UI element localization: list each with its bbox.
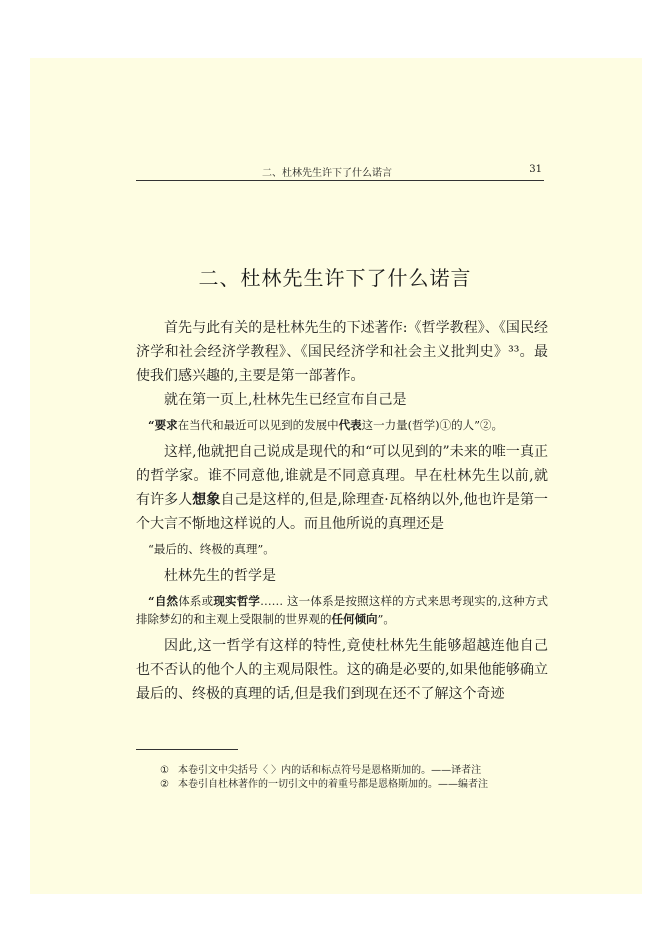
paragraph-5: 因此,这一哲学有这样的特性,竟使杜林先生能够超越连他自己也不否认的他个人的主观局限性。这的确是必要的,如果他能够确立最后的、终极的真理的话,但是我们到现在还不了解这个奇迹: [136, 638, 548, 702]
page-number: 31: [529, 164, 542, 175]
quote-emphasis: “要求: [148, 418, 178, 432]
body-text: [136, 316, 548, 706]
paragraph-3: [136, 440, 548, 536]
quote-text: ”。: [377, 612, 395, 626]
footnote-text: 本卷引自杜林著作的一切引文中的着重号都是恩格斯加的。——编者注: [178, 779, 488, 790]
paragraph-text: 这样,他就把自己说成是现代的和“可以见到的”未来的唯一真正的哲学家。谁不同意他,谁就是不同意真理。早在杜林先生以前,就有许多人: [136, 444, 548, 508]
paragraph-emphasis: 想象: [192, 492, 221, 508]
chapter-title: 二、杜林先生许下了什么诺言: [198, 266, 472, 290]
quote-text: 体系或: [178, 594, 214, 608]
quote-emphasis: 代表: [338, 418, 362, 432]
running-header-title: 二、杜林先生许下了什么诺言: [262, 168, 392, 179]
paragraph-2: 就在第一页上,杜林先生已经宣布自己是: [164, 392, 407, 408]
paragraph-4: 杜林先生的哲学是: [164, 568, 276, 584]
footnote-text: 本卷引文中尖括号〈 〉内的话和标点符号是恩格斯加的。——译者注: [178, 765, 482, 776]
quote-text: …… 这一体系是按照这样的方式来思考现实的,这种方式排除梦幻的和主观上受限制的世界观的: [136, 594, 549, 626]
block-quote-2: “最后的、终极的真理”。: [148, 542, 275, 556]
footnote-2: [160, 778, 550, 792]
footnote-marker: ②: [160, 779, 169, 790]
paragraph-text: 自己是这样的,但是,除理查·瓦格纳以外,他也许是第一个大言不惭地这样说的人。而且他所说的真理还是: [136, 492, 549, 532]
footnote-divider: [136, 749, 238, 750]
footnotes: [160, 764, 550, 792]
quote-text: 在当代和最近可以见到的发展中: [177, 418, 339, 432]
block-quote-1: [136, 416, 548, 434]
quote-emphasis: “自然: [148, 594, 179, 608]
running-header: [136, 162, 544, 181]
quote-emphasis: 现实哲学: [213, 594, 261, 608]
footnote-1: [160, 764, 550, 778]
quote-text: 这一力量(哲学)①的人”②。: [361, 418, 503, 432]
quote-emphasis: 任何倾向: [331, 612, 378, 626]
block-quote-3: [136, 592, 548, 628]
paragraph-1: 首先与此有关的是杜林先生的下述著作:《哲学教程》、《国民经济学和社会经济学教程》、《国民经济学和社会主义批判史》³³。最使我们感兴趣的,主要是第一部著作。: [136, 320, 548, 384]
footnote-marker: ①: [160, 765, 169, 776]
